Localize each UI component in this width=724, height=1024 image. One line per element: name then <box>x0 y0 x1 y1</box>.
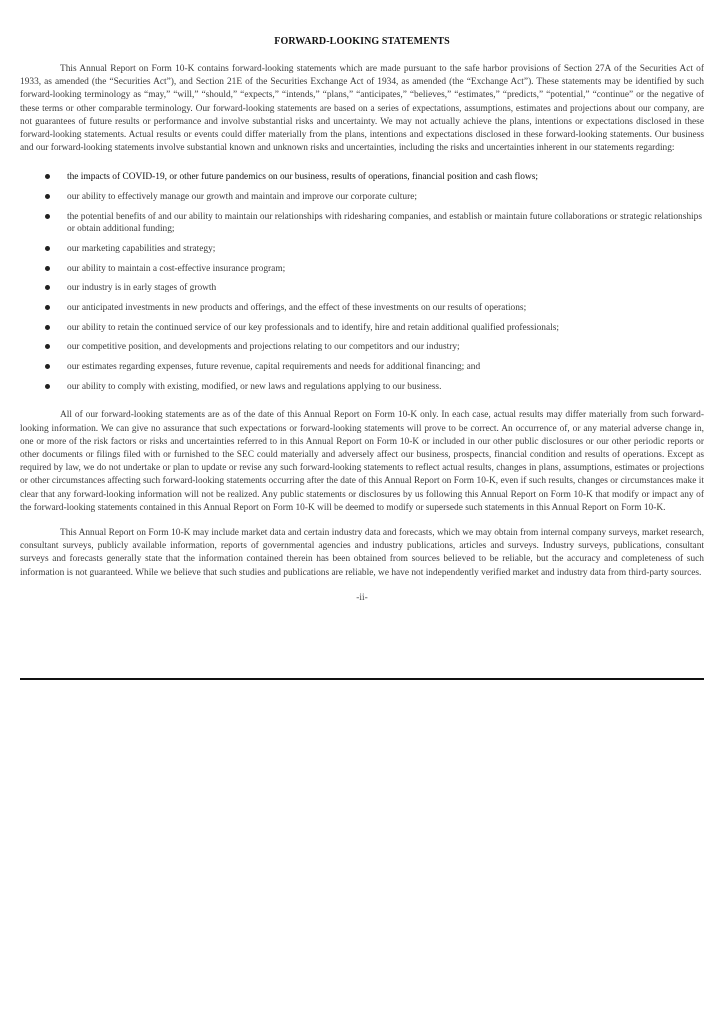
list-item-text: our marketing capabilities and strategy; <box>67 243 216 254</box>
list-item-text: our ability to effectively manage our growth and maintain and improve our corporate culture; <box>67 192 417 203</box>
list-item-text: the potential benefits of and our ability to maintain our relationships with ridesharing companies, and establish or maintain future collaborations or strategic relationships or obtain additional funding; <box>67 211 702 235</box>
bullet-icon <box>45 325 50 330</box>
bullet-icon <box>45 246 50 251</box>
intro-paragraph: This Annual Report on Form 10-K contains forward-looking statements which are made pursuant to the safe harbor provisions of Section 27A of the Securities Act of 1933, as amended (the “Securities Act”), and Section 21E of the Securities Exchange Act of 1934, as amended (the “Exchange Act”). These statements may be identified by such forward-looking terminology as “may,” “will,” “should,” “expects,” “intends,” “plans,” “anticipates,” “believes,” “estimates,” “predicts,” “potential,” “continue” or the negative of these terms or other comparable terminology. Our forward-looking statements are based on a series of expectations, assumptions, estimates and projections about our company, are not guarantees of future results or performance and involve substantial risks and uncertainty. We may not actually achieve the plans, intentions or expectations disclosed in these forward-looking statements. Actual results or events could differ materially from the plans, intentions and expectations disclosed in these forward-looking statements. Our business and our forward-looking statements involve substantial known and unknown risks and uncertainties, including the risks and uncertainties inherent in our statements regarding: <box>20 64 704 154</box>
bullet-icon <box>45 214 50 219</box>
list-item-text: our anticipated investments in new products and offerings, and the effect of these investments on our results of operations; <box>67 303 527 314</box>
list-item-text: our industry is in early stages of growth <box>67 283 217 294</box>
page-number: -ii- <box>356 592 368 603</box>
list-item <box>20 302 704 315</box>
body-paragraph-2: All of our forward-looking statements are as of the date of this Annual Report on Form 10-K only. In each case, actual results may differ materially from such forward-looking information. We can give no assurance that such expectations or forward-looking statements will prove to be correct. An occurrence of, or any material adverse change in, one or more of the risk factors or risks and uncertainties referred to in this Annual Report on Form 10-K or included in our other public disclosures or our other periodic reports or other documents or filings filed with or furnished to the SEC could materially and adversely affect our business, prospects, financial condition and results of operations. Except as required by law, we do not undertake or plan to update or revise any such forward-looking statements to reflect actual results, changes in plans, assumptions, estimates or projections or other circumstances affecting such forward-looking statements occurring after the date of this Annual Report on Form 10-K, even if such results, changes or circumstances make it clear that any forward-looking information will not be realized. Any public statements or disclosures by us following this Annual Report on Form 10-K that modify or impact any of the forward-looking statements contained in this Annual Report on Form 10-K will be deemed to modify or supersede such statements in this Annual Report on Form 10-K. <box>20 410 704 513</box>
list-item <box>20 282 704 295</box>
bullet-icon <box>45 344 50 349</box>
list-item <box>20 322 704 335</box>
list-item <box>20 211 704 236</box>
list-item <box>20 361 704 374</box>
document-page <box>20 36 704 603</box>
list-item-text: our ability to retain the continued service of our key professionals and to identify, hire and retain additional qualified professionals; <box>67 322 559 333</box>
page-footer-rule <box>20 678 704 680</box>
bullet-icon <box>45 305 50 310</box>
list-item <box>20 171 704 184</box>
body-paragraph-3: This Annual Report on Form 10-K may include market data and certain industry data and forecasts, which we may obtain from internal company surveys, market research, consultant surveys, publicly available information, reports of governmental agencies and industry publications, articles and surveys. Industry surveys, publications, consultant surveys and forecasts generally state that the information contained therein has been obtained from sources believed to be reliable, but the accuracy and completeness of such information is not guaranteed. While we believe that such studies and publications are reliable, we have not independently verified market and industry data from third-party sources. <box>20 527 704 578</box>
list-item <box>20 381 704 394</box>
list-item-text: the impacts of COVID-19, or other future pandemics on our business, results of operations, financial position and cash flows; <box>67 172 538 183</box>
bullet-icon <box>45 174 50 179</box>
bullet-icon <box>45 384 50 389</box>
list-item <box>20 191 704 204</box>
list-item <box>20 243 704 256</box>
list-item-text: our estimates regarding expenses, future revenue, capital requirements and needs for additional financing; and <box>67 362 481 373</box>
bullet-icon <box>45 194 50 199</box>
list-item <box>20 263 704 276</box>
page-title: FORWARD-LOOKING STATEMENTS <box>274 36 450 47</box>
list-item <box>20 341 704 354</box>
list-item-text: our ability to comply with existing, modified, or new laws and regulations applying to our business. <box>67 381 442 392</box>
bullet-icon <box>45 266 50 271</box>
risk-bullet-list <box>20 171 704 393</box>
bullet-icon <box>45 364 50 369</box>
bullet-icon <box>45 285 50 290</box>
list-item-text: our ability to maintain a cost-effective insurance program; <box>67 263 286 274</box>
list-item-text: our competitive position, and developments and projections relating to our competitors and our industry; <box>67 342 460 353</box>
